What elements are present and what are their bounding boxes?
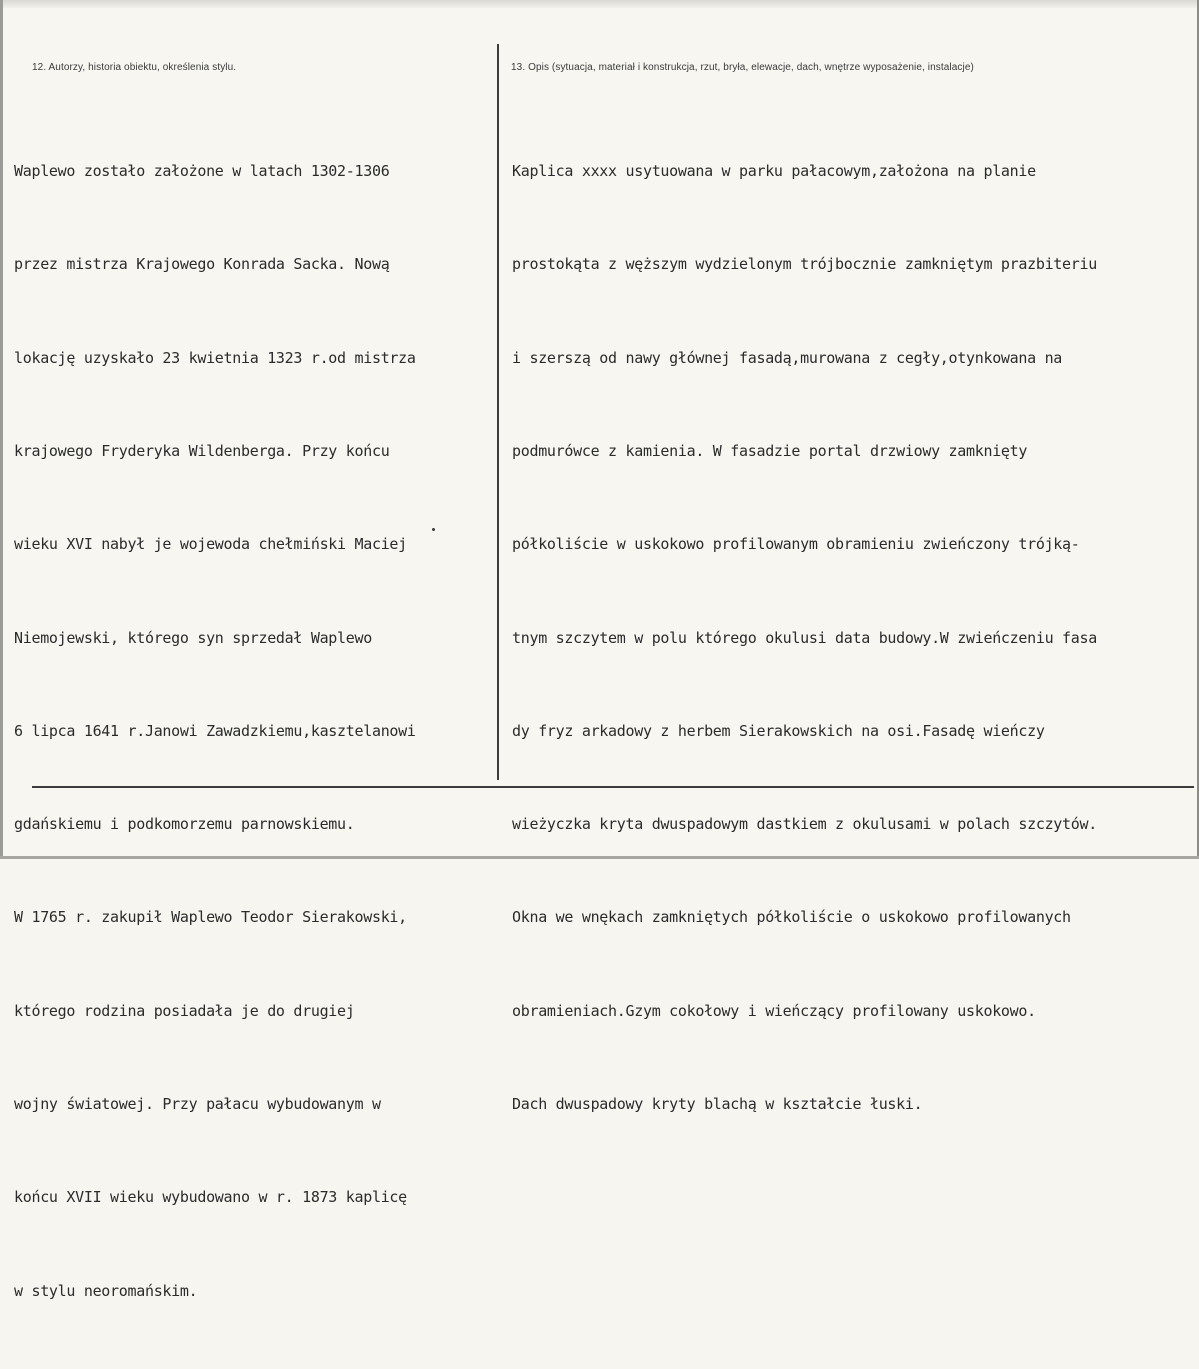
ink-speck [432, 528, 435, 531]
text-line: Kaplica xxxx usytuowana w parku pałacowym,założona na planie [512, 162, 1036, 181]
card-top-edge [0, 0, 1199, 8]
text-line: którego rodzina posiadała je do drugiej [14, 1001, 355, 1020]
history-text [14, 94, 494, 1369]
text-line: końcu XVII wieku wybudowano w r. 1873 kaplicę [14, 1188, 407, 1207]
text-line: dy fryz arkadowy z herbem Sierakowskich na osi.Fasadę wieńczy [512, 721, 1045, 740]
text-line: 6 lipca 1641 r.Janowi Zawadzkiemu,kasztelanowi [14, 721, 416, 740]
text-line: wieku XVI nabył je wojewoda chełmiński Maciej [14, 535, 407, 554]
text-line: prostokąta z węższym wydzielonym trójbocznie zamkniętym prazbiteriu [512, 255, 1097, 274]
text-line: Waplewo zostało założone w latach 1302-1306 [14, 162, 390, 181]
text-line: W 1765 r. zakupił Waplewo Teodor Sierakowski, [14, 908, 407, 927]
column-divider [497, 44, 499, 780]
text-line: wieżyczka kryta dwuspadowym dastkiem z okulusami w polach szczytów. [512, 815, 1097, 834]
text-line: obramieniach.Gzym cokołowy i wieńczący profilowany uskokowo. [512, 1001, 1036, 1020]
text-line: Okna we wnękach zamkniętych półkoliście o uskokowo profilowanych [512, 908, 1071, 927]
text-line: tnym szczytem w polu którego okulusi data budowy.W zwieńczeniu fasa [512, 628, 1097, 647]
text-line: krajowego Fryderyka Wildenberga. Przy końcu [14, 442, 390, 461]
section-12-header: 12. Autorzy, historia obiektu, określenia stylu. [32, 62, 237, 73]
card-left-edge [0, 0, 3, 859]
text-line: półkoliście w uskokowo profilowanym obramieniu zwieńczony trójką- [512, 535, 1080, 554]
text-line: w stylu neoromańskim. [14, 1281, 198, 1300]
text-line: podmurówce z kamienia. W fasadzie portal drzwiowy zamknięty [512, 442, 1028, 461]
text-line: i szerszą od nawy głównej fasadą,murowana z cegły,otynkowana na [512, 348, 1063, 367]
text-line: lokację uzyskało 23 kwietnia 1323 r.od mistrza [14, 348, 416, 367]
text-line: Niemojewski, którego syn sprzedał Waplewo [14, 628, 372, 647]
text-line: gdańskiemu i podkomorzemu parnowskiemu. [14, 815, 355, 834]
description-text [512, 94, 1197, 1182]
section-13-header: 13. Opis (sytuacja, materiał i konstrukcja, rzut, bryła, elewacje, dach, wnętrze wyposażenie, instalacje) [511, 62, 974, 73]
text-line: Dach dwuspadowy kryty blachą w kształcie łuski. [512, 1095, 923, 1113]
text-line: przez mistrza Krajowego Konrada Sacka. Nową [14, 255, 390, 274]
text-line: wojny światowej. Przy pałacu wybudowanym w [14, 1095, 381, 1113]
